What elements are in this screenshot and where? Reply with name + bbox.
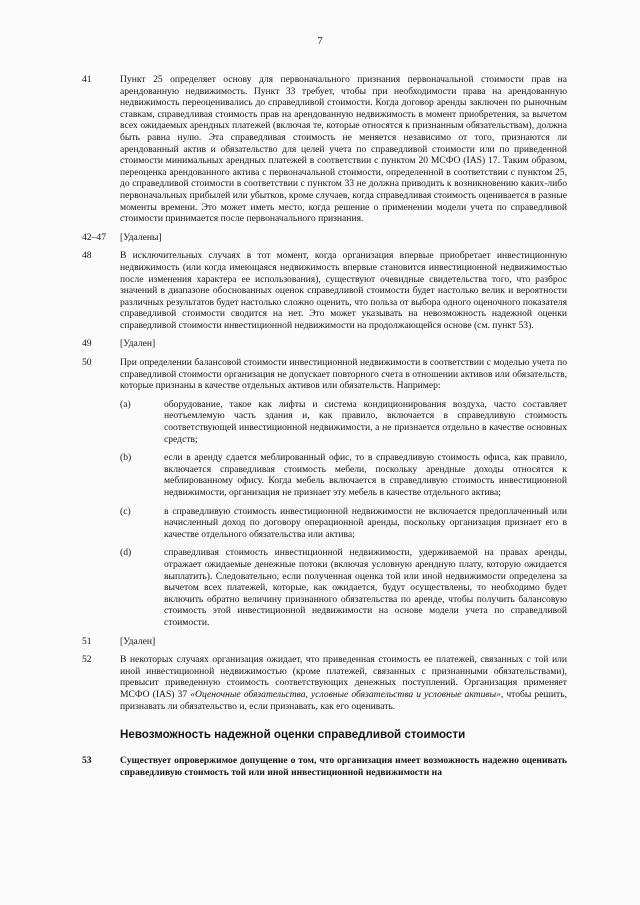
list-item-label: (c) — [120, 505, 131, 517]
paragraph-number: 49 — [82, 338, 92, 350]
paragraph-number: 52 — [82, 654, 92, 666]
paragraph-text: [Удален] — [120, 338, 156, 350]
paragraph-53 — [82, 755, 567, 778]
text-segment: , чтобы решить, признавать ли обязательство и, если признавать, как его оценивать. — [120, 688, 567, 712]
paragraph-number: 50 — [82, 357, 92, 369]
list-item — [120, 399, 567, 445]
paragraph-body — [120, 357, 567, 628]
page-content — [82, 74, 567, 785]
list-item — [120, 452, 567, 498]
paragraph-51 — [82, 636, 567, 648]
list-item — [120, 506, 567, 541]
section-heading: Невозможность надежной оценки справедливой стоимости — [120, 728, 466, 742]
list-item-text: в справедливую стоимость инвестиционной недвижимости не включается предоплаченный или начисленный доход по договору операционной аренды, поскольку организация признает его в качестве отдельного обязательства или актива; — [164, 505, 567, 540]
paragraph-41 — [82, 74, 567, 225]
list-item-label: (d) — [120, 547, 132, 559]
paragraph-text — [120, 654, 567, 712]
list-item-label: (b) — [120, 452, 132, 464]
paragraph-42-47 — [82, 232, 567, 244]
list-item-label: (a) — [120, 398, 131, 410]
text-segment: В некоторых случаях организация ожидает, что приведенная стоимость ее платежей, связанных с той или иной инвестиционной недвижимостью (кроме платежей, связанных с признанными обязательствами), превысит приведенную стоимость соответствующих денежных поступлений. Организация применяет МСФО (IAS) 37 — [120, 654, 567, 700]
list-item-text: если в аренду сдается меблированный офис, то в справедливую стоимость офиса, как правило, включается справедливая стоимость мебели, поскольку арендные доходы относятся к меблированному офису. Когда мебель включается в справедливую стоимость инвестиционной недвижимости, организация не признает эту мебель в качестве отдельного актива; — [164, 452, 567, 498]
paragraph-50 — [82, 357, 567, 628]
paragraph-text: При определении балансовой стоимости инвестиционной недвижимости в соответствии с моделью учета по справедливой стоимости организация не допускает повторного счета в отношении активов или обязательств, которые признаны в качестве отдельных активов или обязательств. Например: — [120, 357, 567, 392]
paragraph-text: [Удалены] — [120, 231, 162, 243]
paragraph-number: 42–47 — [82, 231, 106, 243]
paragraph-text: Существует опровержимое допущение о том, что организация имеет возможность надежно оценивать справедливую стоимость той или иной инвестиционной недвижимости на — [120, 755, 567, 778]
page-number: 7 — [317, 35, 323, 47]
paragraph-48 — [82, 250, 567, 331]
paragraph-text: Пункт 25 определяет основу для первоначального признания первоначальной стоимости прав на арендованную недвижимость. Пункт 33 требует, чтобы при необходимости права на арендованную недвижимость переоценивались до справедливой стоимости. Когда договор аренды заключен по рыночным ставкам, справедливая стоимость прав на арендованную недвижимость в момент приобретения, за вычетом всех ожидаемых арендных платежей (включая те, которые относятся к признанным обязательствам), должна быть равна нулю. Эта справедливая стоимость не меняется независимо от того, признаются ли арендованный актив и обязательство для целей учета по справедливой стоимости или по приведенной стоимости минимальных арендных платежей в соответствии с пунктом 20 МСФО (IAS) 17. Таким образом, переоценка арендованного актива с первоначальной стоимости, определенной в соответствии с пунктом 25, до справедливой стоимости в соответствии с пунктом 33 не должна приводить к возникновению каких-либо первоначальных прибылей или убытков, кроме случаев, когда справедливая стоимость оценивается в разные моменты времени. Это может иметь место, когда решение о применении модели учета по справедливой стоимости принимается после первоначального признания. — [120, 74, 567, 225]
paragraph-number: 48 — [82, 250, 92, 262]
list-item-text: оборудование, такое как лифты и система кондиционирования воздуха, часто составляет неотъемлемую часть здания и, как правило, включается в справедливую стоимость соответствующей инвестиционной недвижимости, а не признается отдельно в качестве основных средств; — [164, 398, 567, 445]
paragraph-number: 41 — [82, 74, 92, 85]
paragraph-text: В исключительных случаях в тот момент, когда организация впервые приобретает инвестиционную недвижимость (или когда имеющаяся недвижимость впервые становится инвестиционной недвижимостью после изменения характера ее использования), существуют очевидные свидетельства того, что разброс значений в диапазоне обоснованных оценок справедливой стоимости будет настолько велик и вероятности различных результатов будет настолько сложно оценить, что польза от выбора одного оценочного показателя справедливой стоимости сводится на нет. Это может указывать на невозможность надежной оценки справедливой стоимости инвестиционной недвижимости на продолжающейся основе (см. пункт 53). — [120, 250, 567, 331]
standard-title: «Оценочные обязательства, условные обязательства и условные активы» — [190, 688, 501, 700]
paragraph-text: [Удален] — [120, 635, 156, 647]
list-item-text: справедливая стоимость инвестиционной недвижимости, удерживаемой на правах аренды, отражает ожидаемые денежные потоки (включая условную арендную плату, которую ожидается выплатить). Следовательно, если полученная оценка той или иной недвижимости определена за вычетом всех платежей, которые, как ожидается, будут осуществлены, то необходимо будет включить обратно величину признанного обязательства по аренде, чтобы получить балансовую стоимость этой инвестиционной недвижимости на основе модели учета по справедливой стоимости. — [164, 547, 567, 628]
list-item — [120, 547, 567, 628]
paragraph-number: 51 — [82, 635, 92, 647]
paragraph-number: 53 — [82, 755, 92, 767]
paragraph-49 — [82, 338, 567, 350]
paragraph-52 — [82, 654, 567, 712]
